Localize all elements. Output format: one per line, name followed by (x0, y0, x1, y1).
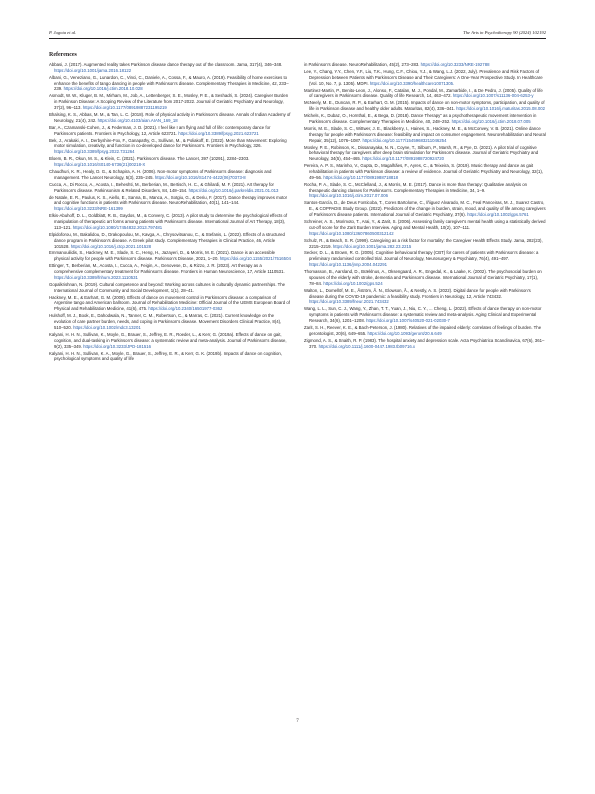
reference-entry (304, 182, 546, 200)
doi-link[interactable]: https://doi.org/10.1007/s40520-021-02030-7 (366, 318, 450, 323)
reference-entry (49, 62, 291, 74)
doi-link[interactable]: https://doi.org/10.3389/fpsyg.2022.731264 (54, 149, 135, 155)
reference-entry (49, 332, 291, 350)
reference-entry (49, 232, 291, 250)
page-number: 7 (296, 719, 299, 724)
reference-text: Zarit, S. H., Reever, K. E., & Bach-Peterson, J. (1980). Relatives of the impaired elderly: correlates of feelings of burden. The gerontologist, 20(6), 649–655. (304, 324, 542, 336)
reference-text: Zigmond, A. S., & Snaith, R. P. (1983). The hospital anxiety and depression scale. Acta Psychiatrica Scandinavica, 67(6), 361–370. (304, 337, 545, 349)
reference-text: McNeely, M. E., Duncan, R. P., & Earhart, G. M. (2015). Impacts of dance on non-motor symptoms, participation, and quality of life in Parkinson disease and healthy older adults. Maturitas, 82(4), 336–341. (304, 100, 545, 112)
doi-link[interactable]: https://doi.org/10.1136/jnnp.2004.042291 (309, 262, 388, 268)
reference-entry (49, 93, 291, 111)
reference-text: de Natale, E. R., Paulus, K. S., Aiello, E., Sanna, B., Manca, A., Sotgiu, G., & Deriu, F. (2017). Dance therapy improves motor and cognitive functions in patients with Parkinson's disease. NeuroRehabilitation, 40(1), 141–144. (49, 194, 288, 206)
doi-link[interactable]: https://doi.org/10.1177/0891988720924720 (362, 156, 445, 162)
reference-text: Elpidoforou, M., Bakalidou, D., Drakopoulou, M., Kavga, A., Chrysovitsanou, C., & Stefanis, L. (2022). Effects of a structured dance program in Parkinson's disease. A Greek pilot study. Complementary Therapies in Clinical Practice, 46, Article 101528. (49, 231, 285, 249)
reference-entry (304, 163, 546, 181)
reference-entry (49, 351, 291, 363)
doi-link[interactable]: https://doi.org/10.3389/fpsyg.2021.623721 (178, 130, 259, 136)
reference-text: Kalyani, H. H. N., Sullivan, K., Moyle, G., Brauer, S., Jeffrey, E. R., Roeder, L., & Kerr, G. (2019a). Effects of dance on gait, cognition, and dual-tasking in Parkinson's disease: a systematic review and meta-analysis. Journal of Parkinson's disease, 9(2), 335–349. (49, 331, 287, 349)
doi-link[interactable]: https://doi.org/10.1001/jama.282.23.2215 (332, 243, 412, 249)
reference-text: Abbasi, J. (2017). Augmented reality takes Parkinson disease dance therapy out of the classroom. Jama, 317(4), 346–348. (49, 62, 283, 67)
reference-entry (304, 69, 546, 87)
doi-link[interactable]: https://doi.org/10.1111/j.1600-0447.1983.tb09716.x (318, 343, 416, 349)
reference-text: Santos-García, D., de Deus Fonticoba, T., Cores Bartolome, C., Íñiguez Alvarado, M. C., Feal Panceiras, M. J., Suarez Castro, E., & COPPADIS Study Group. (2022). Predictors of the change in burden, strain, mood, and quality of life among caregivers of Parkinson's disease patients. International Journal of Geriatric Psychiatry, 37(6). (304, 200, 546, 218)
reference-text: Cucca, A., Di Rocco, A., Acosta, I., Beheshti, M., Berberian, M., Bertisch, H. C., & Ghilardi, M. F. (2021). Art therapy for Parkinson's disease. Parkinsonism & Related Disorders, 84, 148–154. (49, 181, 274, 193)
doi-link[interactable]: https://doi.org/10.3389/fnhum.2023.1110531 (54, 274, 138, 280)
doi-link[interactable]: https://doi.org/10.3233/JPD-181516 (83, 343, 151, 349)
reference-entry (49, 138, 291, 156)
reference-entry (304, 306, 546, 324)
reference-entry (304, 145, 546, 163)
doi-link[interactable]: https://doi.org/10.1016/j.ctcp.2021.101528 (70, 243, 152, 249)
doi-link[interactable]: https://doi.org/10.1016/j.parkreldis.2021.01.013 (188, 187, 279, 193)
reference-entry (304, 200, 546, 218)
reference-entry (304, 269, 546, 287)
reference-entry (304, 113, 546, 125)
reference-entry (49, 195, 291, 213)
reference-entry (304, 62, 546, 68)
doi-link[interactable]: https://doi.org/10.1002/gps.524 (323, 280, 383, 286)
reference-text: Bloem, B. R., Okun, M. S., & Klein, C. (2021). Parkinson's disease. The Lancet, 397 (10291), 2284–2303. (49, 156, 250, 162)
reference-text: in Parkinson's disease. NeuroRehabilitation, 45(2), 273–283. (304, 62, 421, 67)
reference-text: Emmanouilidis, S., Hackney, M. E., Slade, S. C., Heng, H., Jazayeri, D., & Morris, M. E. (2021). Dance is an accessible physical activity for people with Parkinson's disease. Parkinson's Disease, 2021, 1–20. (49, 250, 276, 262)
doi-link[interactable]: https://doi.org/10.1177/15459683211046254 (362, 137, 447, 143)
reference-entry (304, 88, 546, 100)
reference-entry (49, 182, 291, 194)
doi-link[interactable]: https://doi.org/10.1007/s11136-004-6253-y (452, 93, 534, 99)
reference-text: Walton, L., Domellöf, M. E., Åström, Å. N., Elowson, Å., & Nestly, A. S. (2022). Digital dance for people with Parkinson's disease during the COVID-19 pandemic: a feasibility study. Frontiers in Neurology, 12, Article 743432. (304, 287, 531, 299)
reference-entry (49, 263, 291, 281)
doi-link[interactable]: https://doi.org/10.1016/j.maturitas.2015.08.002 (456, 106, 546, 112)
reference-entry (49, 75, 291, 93)
doi-link[interactable]: https://doi.org/10.1016/S1474-4422(06)70373-8 (154, 174, 246, 180)
reference-entry (49, 125, 291, 137)
reference-entry (304, 325, 546, 337)
reference-text: Elkis-Abuhoff, D. L., Goldblatt, R. B., Gaydos, M., & Convery, C. (2013). A pilot study to determine the psychological effects of manipulation of therapeutic art forms among patients with Parkinson's disease. International Journal of Art Therapy, 18(3), 113–121. (49, 213, 288, 230)
reference-text: Asmodt, W. W., Kluger, B. M., Mirham, M., Job, A., Lettenberger, S. E., Mosley, P. E., & Seshadri, S. (2024). Caregiver Burden in Parkinson Disease: A Scoping Review of the Literature from 2017-2022. Journal of Geriatric Psychiatry and Neurology, 37(2), 96–113. (49, 93, 289, 111)
reference-text: Thomasson, B., Aarsland, D., Bræklnus, A., Oksengaard, A. R., Engedal, K., & Laake, K. (2002). The psychosocial burden on spouses of the elderly with stroke, dementia and Parkinson's disease. International Journal of Geriatric Psychiatry, 17(1), 78–84. (304, 269, 542, 286)
reference-entry (304, 238, 546, 250)
doi-link[interactable]: https://doi.org/10.1016/j.ctim.2017.07.006 (309, 193, 389, 199)
reference-text: Rocha, P. A., Slade, S. C., McClelland, J., & Morris, M. E. (2017). Dance is more than therapy: Qualitative analysis on therapeutic dancing classes for Parkinson's. Complementary Therapies in Medicine, 34, 1–9. (304, 181, 527, 193)
reference-entry (304, 288, 546, 306)
reference-text: Secker, D. L., & Brown, R. G. (2005). Cognitive behavioural therapy (CBT) for carers of patients with Parkinson's disease: a preliminary randomised controlled trial. Journal of Neurology, Neurosurgery & Psychiatry, 76(4), 491–497. (304, 250, 539, 262)
reference-text: Michels, K., Dubaz, O., Hornthal, E., & Bega, D. (2018). Dance Therapy" as a psychotherapeutic movement intervention in Parkinson's disease. Complementary Therapies in Medicine, 40, 248–252. (304, 113, 537, 124)
doi-link[interactable]: https://doi.org/10.2340/16501977-0362 (148, 306, 223, 312)
running-header-authors: P. Jugota et al. (49, 30, 77, 35)
doi-link[interactable]: https://doi.org/10.1016/j.ctim.2018.10.028 (63, 86, 143, 92)
doi-link[interactable]: https://doi.org/10.1177/0891988718818 (323, 174, 399, 180)
doi-link[interactable]: https://doi.org/10.1016/S0140-6736(21)00218-X (54, 162, 146, 168)
reference-entry (49, 156, 291, 168)
doi-link[interactable]: https://doi.org/10.1177/08919887231195219 (82, 105, 167, 111)
reference-text: Bhalsing, K. S., Abbas, M. M., & Tan, L. C. (2018). Role of physical activity in Parkinson's disease. Annals of Indian Academy of Neurology, 21(4), 242. (49, 112, 291, 123)
reference-entry (304, 100, 546, 112)
header-divider (49, 38, 546, 39)
doi-link[interactable]: https://doi.org/10.3390/healthcare10071305. (369, 80, 455, 86)
reference-text: Pereira, A. P. S., Marinho, V., Gupta, D., Magalhães, F., Ayres, C., & Teixeira, S. (2019). Music therapy and dance as gait rehabilitation in patients with Parkinson disease: a review of evidence. Journal of Geriatric Psychiatry and Neurology, 32(1), 49–56. (304, 163, 543, 180)
reference-text: Bar, A., Czamanski-Cohen, J., & Federman, J. D. (2021). I feel like I am flying and full of life: contemporary dance for Parkinson's patients. Frontiers in Psychology, 12, Article 623721. (49, 124, 271, 136)
reference-text: Morris, M. E., Slade, S. C., Wittwer, J. E., Blackberry, I., Haines, S., Hackney, M. E., & McConvey, V. B. (2021). Online dance therapy for people with Parkinson's disease: feasibility and impact on consumer engagement. Neurorehabilitation and Neural Repair, 35(12), 1076–1087. (304, 125, 546, 143)
doi-link[interactable]: https://doi.org/10.1155/2021/7516504 (219, 256, 291, 262)
references-heading: References (49, 52, 77, 58)
references-column-right (304, 62, 546, 351)
doi-link[interactable]: https://doi.org/10.1080/13607860500312142 (309, 230, 394, 236)
references-column-left (49, 62, 291, 363)
reference-text: Kalyani, H. H. N., Sullivan, K. A., Moyle, G., Brauer, S., Jeffrey, E. R., & Kerr, G. K. (2019b). Impacts of dance on cognition, psychological symptoms and quality of life (49, 350, 282, 362)
reference-entry (49, 213, 291, 231)
doi-link[interactable]: https://doi.org/10.3389/fneur.2021.743432 (309, 299, 389, 305)
doi-link[interactable]: https://doi.org/10.1016/j.ctim.2018.07.005 (451, 118, 531, 124)
reference-entry (49, 295, 291, 313)
reference-text: Hulshoff, M. J., Book, E., Dahodwala, N., Tanner, C. M., Robertson, C., & Marras, C. (2021). Current knowledge on the evolution of care partner burden, needs, and coping in Parkinson's disease. Movement Disorders Clinical Practice, 8(4), 510–520. (49, 313, 282, 330)
doi-link[interactable]: https://doi.org/10.1002/gps.5761 (467, 212, 529, 218)
doi-link[interactable]: https://doi.org/10.4103/aian.AIAN_169_18 (97, 117, 178, 123)
doi-link[interactable]: https://doi.org/10.3233/NRE-192788 (420, 62, 490, 67)
reference-text: Lee, Y., Chang, Y.Y., Chen, Y.F., Liu, T.K., Hung, C.F., Chiou, Y.J., & Wang, L.J. (2022, July). Prevalence and Risk Factors of Depression between Patients with Parkinson's Disease and Their Caregivers: A One-Year Prospective Study. In Healthcare (Vol. 10, No. 7, p. 1305). MDPI. (304, 68, 543, 86)
reference-text: Schulz, R., & Beach, S. R. (1999). Caregiving as a risk factor for mortality: the Caregiver Health Effects Study. Jama, 282(23), 2215–2219. (304, 237, 543, 249)
doi-link[interactable]: https://doi.org/10.1093/geront/20.6.649 (367, 330, 442, 336)
reference-entry (49, 112, 291, 124)
doi-link[interactable]: https://doi.org/10.3233/NRE-161399 (54, 206, 123, 212)
reference-text: Albani, G., Veneziano, G., Lunardon, C., Vinci, C., Daniele, A., Cossa, F., & Mauro, A. (2019). Feasibility of home exercises to enhance the benefits of tango dancing in people with Parkinson's disease. Complementary Therapies in Medicine, 42, 233–239. (49, 74, 289, 92)
reference-text: Wang, L. L., Sun, C. J., Wang, Y., Zhan, T. T., Yuan, J., Niu, C. Y., ... Cheng, L. (2022). Effects of dance therapy on non-motor symptoms in patients with Parkinson's disease: a systematic review and meta-analysis. Aging Clinical and Experimental Research, 34(6), 1201–1208. (304, 306, 542, 323)
reference-text: Mosley, P. E., Robinson, K., Dissanayaka, N. N., Coyne, T., Silburn, P., Marsh, R., & Pye, D. (2021). A pilot trial of cognitive behavioral therapy for caregivers after deep brain stimulation for Parkinson's disease. Journal of Geriatric Psychiatry and Neurology, 34(5), 454–465. (304, 144, 539, 162)
doi-link[interactable]: https://doi.org/10.1001/jama.2016.18122 (54, 67, 132, 73)
reference-text: Gopalkrishnan, N. (2019). Cultural competence and beyond: Working across cultures in culturally dynamic partnerships. The International Journal of Community and Social Development, 1(1), 28–41. (49, 281, 286, 293)
reference-entry (304, 250, 546, 268)
reference-entry (49, 169, 291, 181)
reference-text: Hackney, M. E., & Earhart, G. M. (2009). Effects of dance on movement control in Parkinson's disease: a comparison of Argentine tango and American ballroom. Journal of Rehabilitation Medicine: Official Journal of the UEMS European Board of Physical and Rehabilitation Medicine, 41(6), 475. (49, 294, 290, 312)
reference-text: Martinez-Martin, P., Benito-Leon, J., Alonso, F., Catalan, M. J., Pondal, M., Zamarbide, I., & De Pedro, J. (2005). Quality of life of caregivers in Parkinson's disease. Quality of life Research, 14, 463–472. (304, 87, 543, 99)
reference-text: Bek, J., Arakaki, A. I., Derbyshire-Fox, F., Ganapathy, G., Sullivan, M., & Poliakoff, E. (2022). More than Movement: Exploring motor simulation, creativity, and function in co-developed dance for Parkinson's. Frontiers in Psychology, 326. (49, 137, 287, 149)
reference-entry (304, 338, 546, 350)
reference-text: Chaudhuri, K. R., Healy, D. G., & Schapira, A. H. (2006). Non-motor symptoms of Parkinson's disease: diagnosis and management. The Lancet Neurology, 5(3), 235–245. (49, 169, 272, 180)
reference-entry (304, 126, 546, 144)
reference-entry (304, 219, 546, 237)
reference-text: Schreiner, A. S., Morimoto, T., Arai, Y., & Zarit, S. (2006). Assessing family caregiver's mental health using a statistically derived cut-off score for the Zarit Burden Interview. Aging and Mental Health, 10(2), 107–111. (304, 219, 546, 230)
doi-link[interactable]: https://doi.org/10.1080/17454832.2013.797481 (72, 224, 163, 230)
reference-text: Ettinger, T., Berberian, M., Acosta, I., Cucca, A., Feigin, A., Genovese, D., & Rizzo, J. R. (2023). Art therapy as a comprehensive complementary treatment for Parkinson's disease. Frontiers in Human Neuroscience, 17, Article 1110531. (49, 263, 285, 275)
reference-entry (49, 282, 291, 294)
reference-entry (49, 313, 291, 331)
reference-entry (49, 250, 291, 262)
running-header-journal: The Arts in Psychotherapy 90 (2024) 102192 (463, 30, 546, 35)
doi-link[interactable]: https://doi.org/10.1002/mdc3.13201 (73, 324, 141, 330)
